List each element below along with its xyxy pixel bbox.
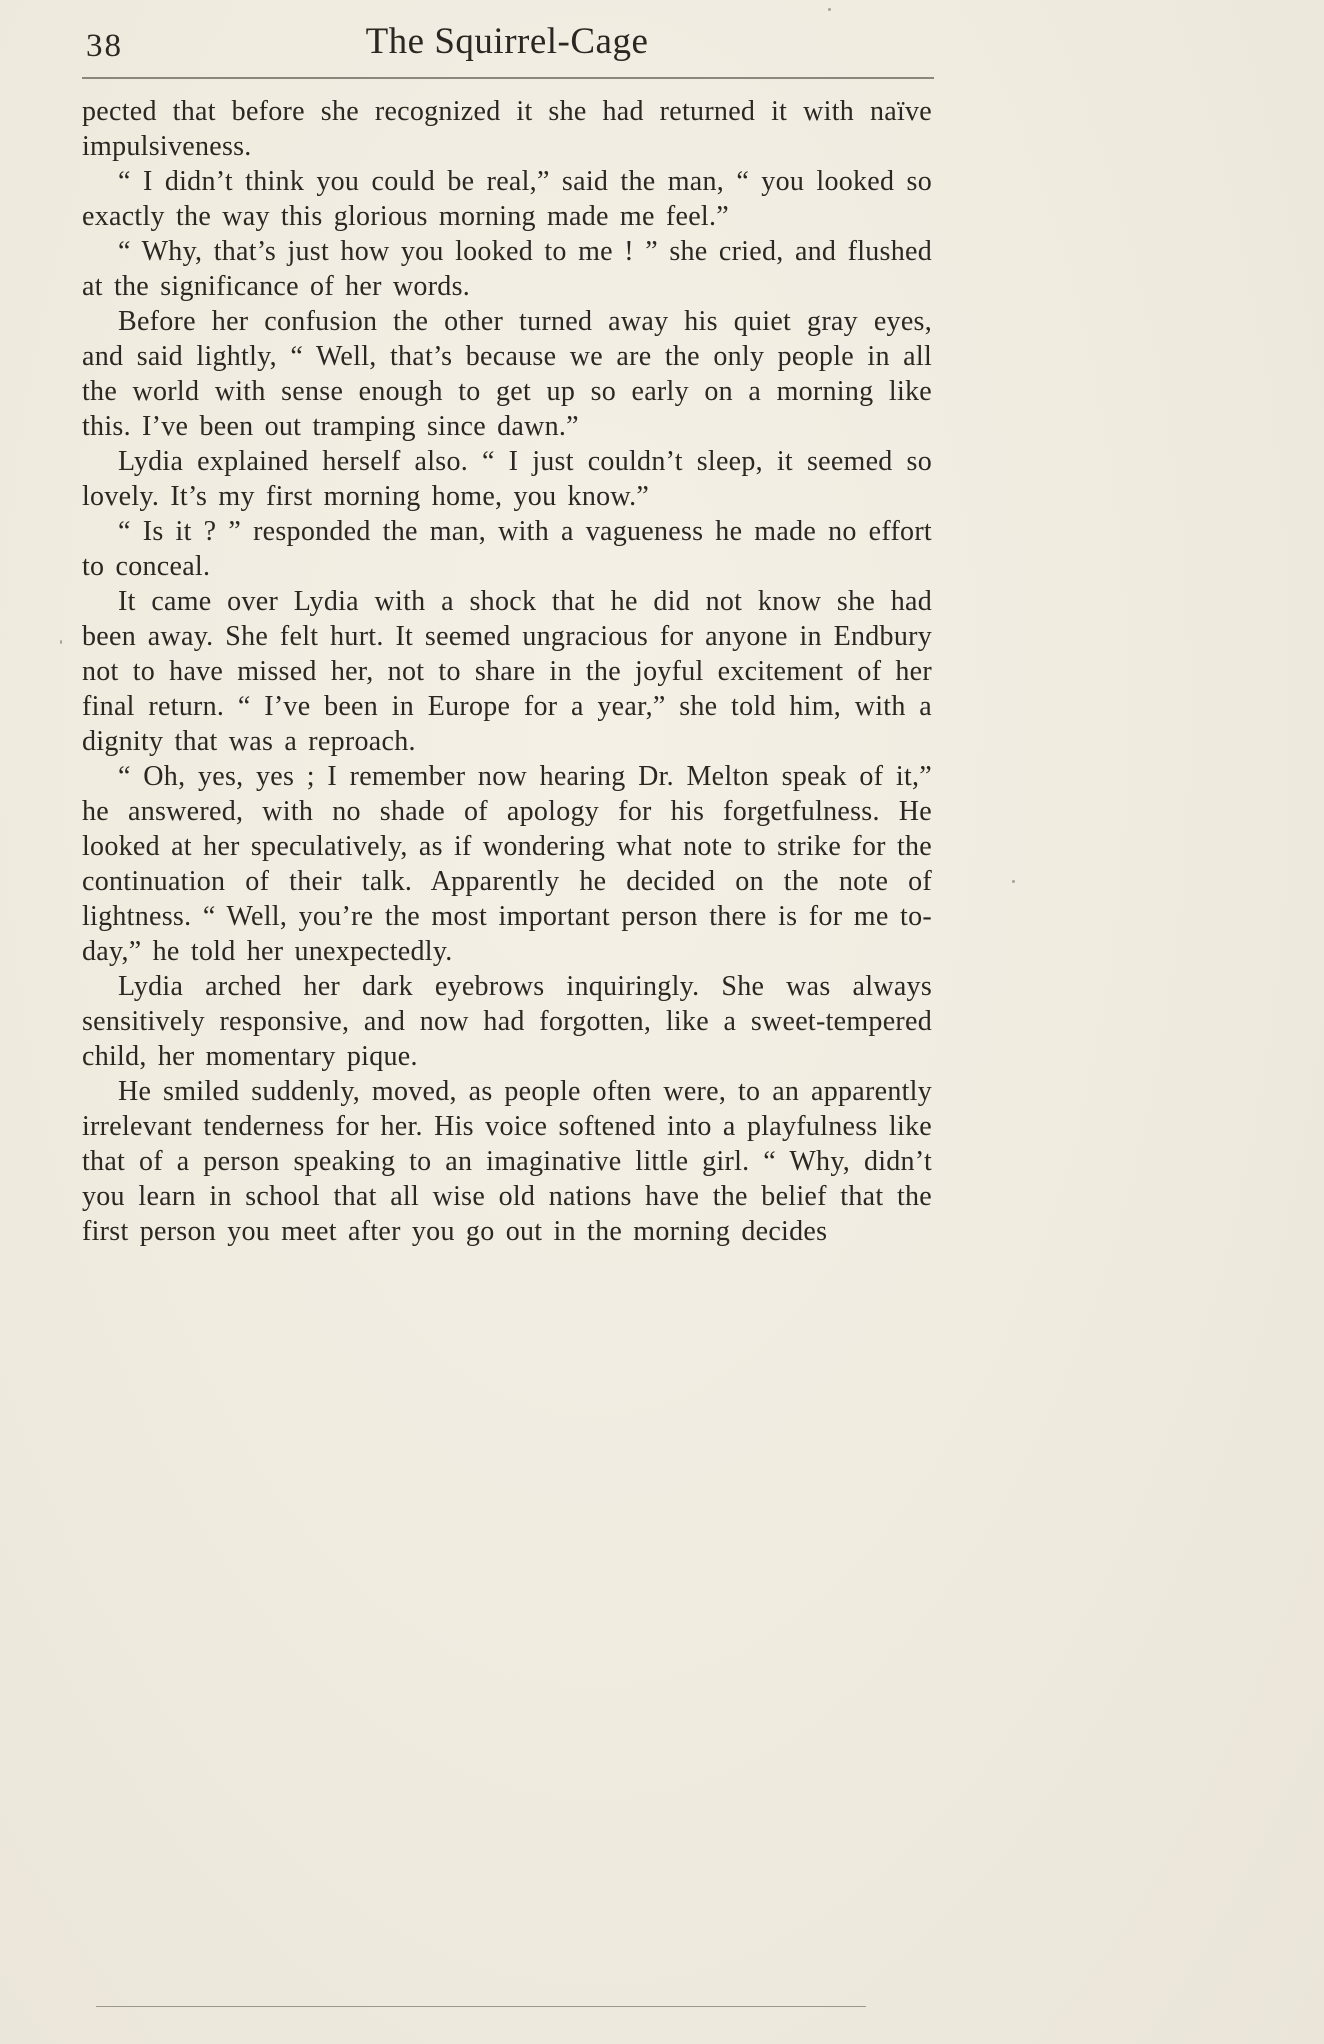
header-rule: [82, 77, 934, 79]
scan-speck: [828, 8, 831, 11]
paragraph: It came over Lydia with a shock that he did not know she had been away. She felt hurt. It seemed ungracious for anyone in Endbury not to have missed her, not to share in the joyful excitement of her final return. “ I’ve been in Europe for a year,” she told him, with a dignity that was a reproach.: [82, 586, 932, 757]
body-text: [82, 94, 932, 1249]
scan-speck: [1012, 880, 1015, 883]
paragraph: “ Why, that’s just how you looked to me ! ” she cried, and flushed at the significance of her words.: [82, 236, 932, 302]
page-header: [82, 18, 932, 72]
paragraph: Lydia explained herself also. “ I just couldn’t sleep, it seemed so lovely. It’s my first morning home, you know.”: [82, 446, 932, 512]
page-number: 38: [86, 28, 123, 64]
paragraph: Before her confusion the other turned away his quiet gray eyes, and said lightly, “ Well, that’s because we are the only people in all the world with sense enough to get up so early on a morning like this. I’ve been out tramping since dawn.”: [82, 306, 932, 442]
page-title: The Squirrel-Cage: [365, 21, 649, 62]
paragraph: Lydia arched her dark eyebrows inquiringly. She was always sensitively responsive, and now had forgotten, like a sweet-tempered child, her momentary pique.: [82, 971, 932, 1072]
scan-artifact-line: [96, 2006, 866, 2007]
paragraph: He smiled suddenly, moved, as people often were, to an apparently irrelevant tenderness for her. His voice softened into a playfulness like that of a person speaking to an imaginative little girl. “ Why, didn’t you learn in school that all wise old nations have the belief that the first person you meet after you go out in the morning decides: [82, 1076, 932, 1247]
paragraph: “ Oh, yes, yes ; I remember now hearing Dr. Melton speak of it,” he answered, with no shade of apology for his forgetfulness. He looked at her speculatively, as if wondering what note to strike for the continuation of their talk. Apparently he decided on the note of lightness. “ Well, you’re the most important person there is for me to-day,” he told her unexpectedly.: [82, 761, 932, 967]
paragraph: “ I didn’t think you could be real,” said the man, “ you looked so exactly the way this glorious morning made me feel.”: [82, 166, 932, 232]
scan-speck: [60, 640, 62, 644]
paragraph: pected that before she recognized it she had returned it with naïve impulsiveness.: [82, 96, 932, 162]
paragraph: “ Is it ? ” responded the man, with a vagueness he made no effort to conceal.: [82, 516, 932, 582]
